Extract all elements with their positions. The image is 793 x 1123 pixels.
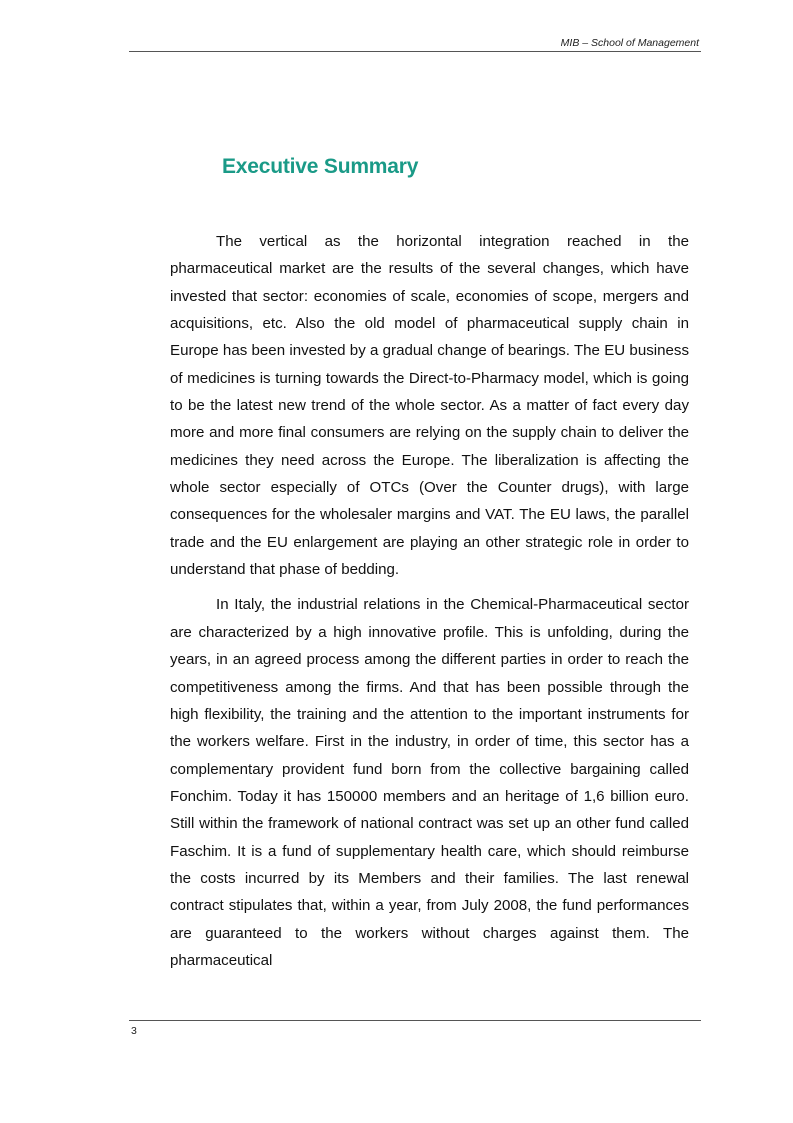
section-title: Executive Summary <box>222 155 419 178</box>
footer-rule <box>129 1020 701 1021</box>
page-number: 3 <box>131 1025 137 1037</box>
paragraph-1: The vertical as the horizontal integration reached in the pharmaceutical market are the results of the several changes, which have invested that sector: economies of scale, economies of scope, mergers and acquisitions, etc. Also the old model of pharmaceutical supply chain in Europe has been invested by a gradual change of bearings. The EU business of medicines is turning towards the Direct-to-Pharmacy model, which is going to be the latest new trend of the whole sector. As a matter of fact every day more and more final consumers are relying on the supply chain to deliver the medicines they need across the Europe. The liberalization is affecting the whole sector especially of OTCs (Over the Counter drugs), with large consequences for the wholesaler margins and VAT. The EU laws, the parallel trade and the EU enlargement are playing an other strategic role in order to understand that phase of bedding. <box>170 233 689 579</box>
header-rule <box>129 51 701 52</box>
running-header: MIB – School of Management <box>560 37 699 49</box>
body-text <box>170 228 689 974</box>
paragraph-2: In Italy, the industrial relations in the Chemical-Pharmaceutical sector are characterized by a high innovative profile. This is unfolding, during the years, in an agreed process among the different parties in order to reach the competitiveness among the firms. And that has been possible through the high flexibility, the training and the attention to the important instruments for the workers welfare. First in the industry, in order of time, this sector has a complementary provident fund born from the collective bargaining called Fonchim. Today it has 150000 members and an heritage of 1,6 billion euro. Still within the framework of national contract was set up an other fund called Faschim. It is a fund of supplementary health care, which should reimburse the costs incurred by its Members and their families. The last renewal contract stipulates that, within a year, from July 2008, the fund performances are guaranteed to the workers without charges against them. The pharmaceutical <box>170 596 689 969</box>
